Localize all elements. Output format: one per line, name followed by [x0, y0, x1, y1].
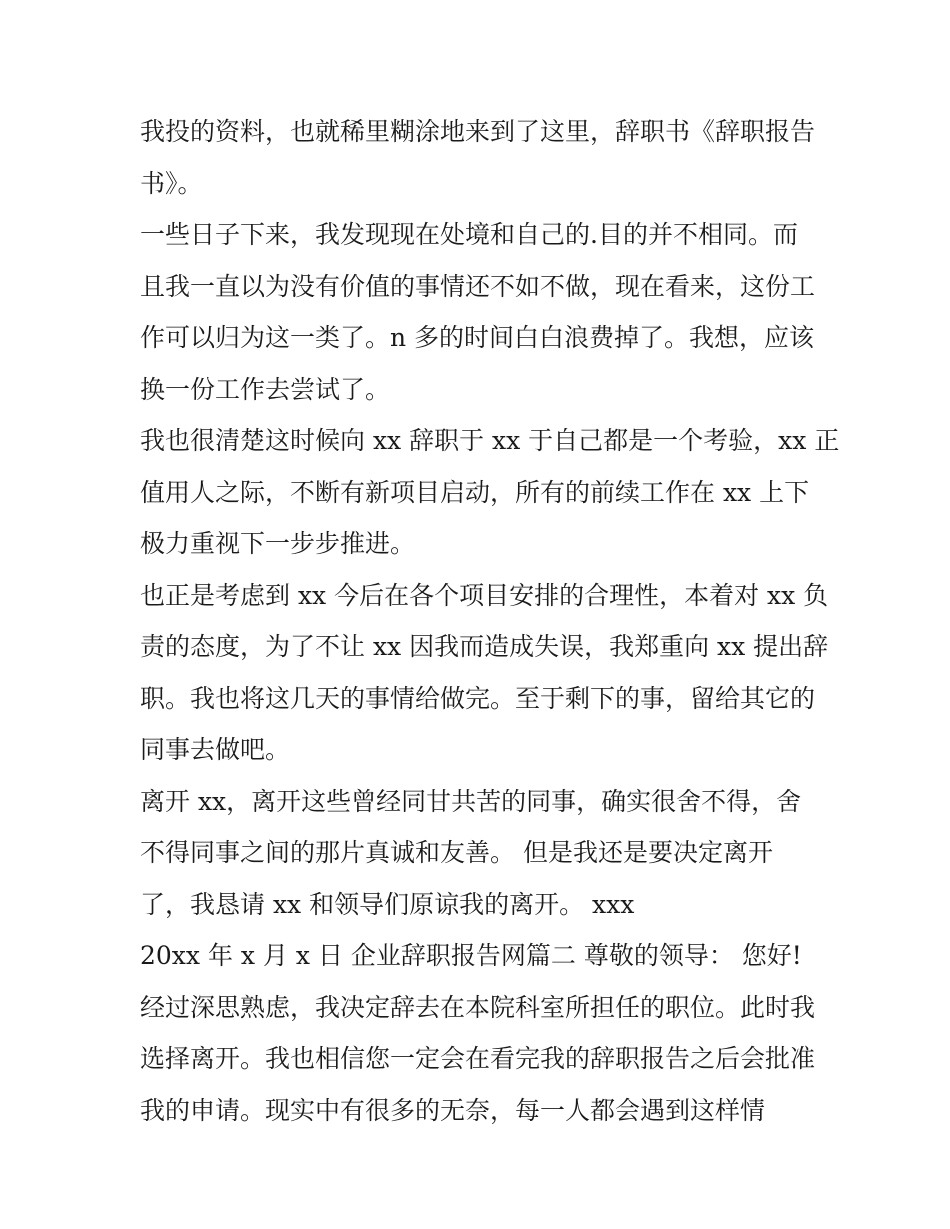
text-line: 了，我恳请 xx 和领导们原谅我的离开。 xxx — [140, 889, 635, 919]
text-line: 我也很清楚这时候向 xx 辞职于 xx 于自己都是一个考验，xx 正 — [140, 426, 840, 455]
text-line: 我投的资料，也就稀里糊涂地来到了这里，辞职书《辞职报告 — [140, 117, 816, 146]
text-line: 极力重视下一步步推进。 — [140, 529, 416, 558]
text-line: 书》。 — [140, 168, 203, 198]
body-text — [140, 106, 840, 1136]
text-line: 职。我也将这几天的事情给做完。至于剩下的事，留给其它的 — [140, 683, 816, 713]
text-line: 选择离开。我也相信您一定会在看完我的辞职报告之后会批准 — [140, 1044, 816, 1073]
text-line: 责的态度，为了不让 xx 因我而造成失误，我郑重向 xx 提出辞 — [140, 632, 829, 661]
text-line: 作可以归为这一类了。n 多的时间白白浪费掉了。我想，应该 — [140, 323, 815, 352]
text-line: 20xx 年 x 月 x 日 企业辞职报告网篇二 尊敬的领导： 您好! — [140, 941, 802, 970]
text-line: 一些日子下来，我发现现在处境和自己的.目的并不相同。而 — [140, 220, 798, 249]
text-line: 同事去做吧。 — [140, 735, 291, 764]
text-line: 且我一直以为没有价值的事情还不如不做，现在看来，这份工 — [140, 271, 816, 301]
text-line: 不得同事之间的那片真诚和友善。 但是我还是要决定离开 — [140, 838, 773, 867]
text-line: 离开 xx，离开这些曾经同甘共苦的同事，确实很舍不得，舍 — [140, 786, 802, 816]
text-line: 我的申请。现实中有很多的无奈，每一人都会遇到这样情 — [140, 1095, 766, 1125]
text-line: 经过深思熟虑，我决定辞去在本院科室所担任的职位。此时我 — [140, 992, 816, 1022]
text-line: 值用人之际，不断有新项目启动，所有的前续工作在 xx 上下 — [140, 477, 810, 507]
text-line: 也正是考虑到 xx 今后在各个项目安排的合理性，本着对 xx 负 — [140, 580, 829, 610]
text-line: 换一份工作去尝试了。 — [140, 374, 391, 404]
